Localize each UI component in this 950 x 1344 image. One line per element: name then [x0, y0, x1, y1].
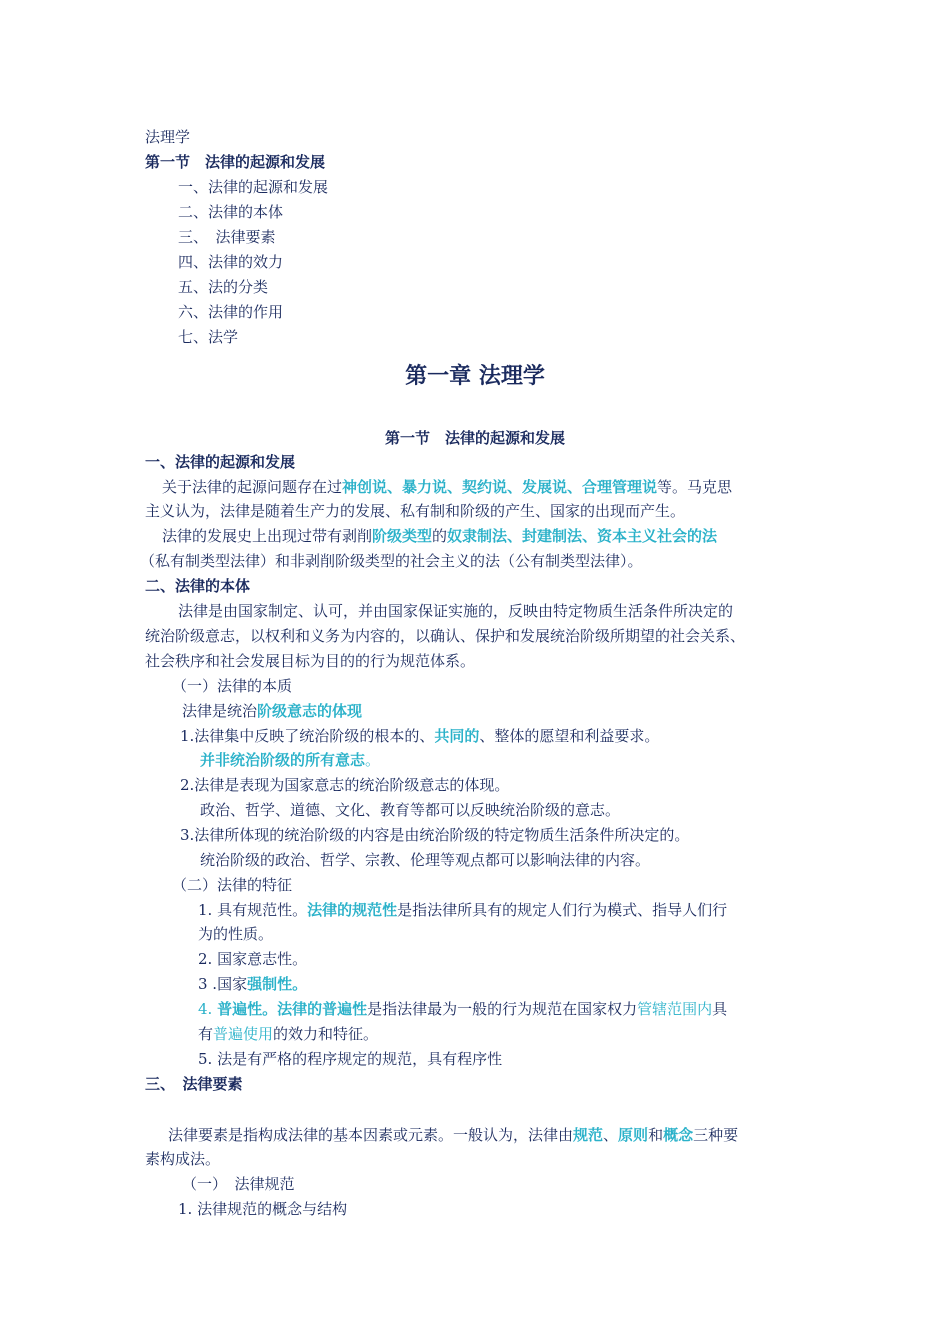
definition-line1: 法律是由国家制定、认可，并由国家保证实施的，反映由特定物质生活条件所决定的	[178, 602, 734, 620]
highlight-law-types: 奴隶制法、封建制法、资本主义社会的法	[447, 527, 718, 545]
highlight-universality-of-law: 法律的普遍性	[277, 1000, 368, 1018]
highlight-coercion: 强制性。	[247, 975, 308, 993]
heading-origin: 一、法律的起源和发展	[145, 453, 296, 471]
toc-item: 四、法律的效力	[178, 253, 284, 271]
text: 法律要素是指构成法律的基本因素或元素。一般认为，法律由	[168, 1126, 574, 1144]
feature-item-5: 5. 法是有严格的程序规定的规范，具有程序性	[198, 1050, 503, 1068]
text: 、	[603, 1126, 619, 1144]
essence-item-3-note: 统治阶级的政治、哲学、宗教、伦理等观点都可以影响法律的内容。	[200, 851, 651, 869]
text: 法律的发展史上出现过带有剥削	[162, 527, 373, 545]
toc-item: 二、法律的本体	[178, 203, 284, 221]
highlight-universal-use: 普遍使用	[213, 1025, 274, 1043]
highlight-not-all-will: 并非统治阶级的所有意志	[200, 751, 366, 769]
subheading-essence: （一）法律的本质	[172, 677, 293, 695]
paragraph-development-line2: （私有制类型法律）和非剥削阶级类型的社会主义的法（公有制类型法律）。	[140, 552, 643, 570]
feature-item-1-cont: 为的性质。	[198, 925, 274, 943]
text: 三种要	[693, 1126, 739, 1144]
text: 、整体的愿望和利益要求。	[479, 727, 660, 745]
text: 是指法律所具有的规定人们行为模式、指导人们行	[397, 901, 728, 919]
essence-item-2-note: 政治、哲学、道德、文化、教育等都可以反映统治阶级的意志。	[200, 801, 621, 819]
heading-elements: 三、 法律要素	[145, 1075, 243, 1093]
toc-item: 五、法的分类	[178, 278, 269, 296]
essence-item-1	[180, 726, 659, 746]
text: 的效力和特征。	[273, 1025, 379, 1043]
text: 有	[198, 1025, 214, 1043]
subheading-features: （二）法律的特征	[172, 876, 293, 894]
text: 具	[712, 1000, 728, 1018]
highlight-class-will: 阶级意志的体现	[257, 702, 363, 720]
highlight-concepts: 概念	[663, 1126, 694, 1144]
text: 和	[648, 1126, 664, 1144]
text: 是指法律最为一般的行为规范在国家权力	[367, 1000, 638, 1018]
paragraph-development-line1	[162, 526, 717, 546]
text: 。	[365, 751, 381, 769]
highlight-common: 共同的	[434, 727, 480, 745]
text: 1.法律集中反映了统治阶级的根本的、	[180, 727, 435, 745]
feature-item-3	[198, 974, 307, 994]
essence-item-2: 2.法律是表现为国家意志的统治阶级意志的体现。	[180, 776, 510, 794]
heading-ontology: 二、法律的本体	[145, 577, 251, 595]
definition-line2: 统治阶级意志，以权利和义务为内容的，以确认、保护和发展统治阶级所期望的社会关系、	[145, 627, 746, 645]
feature-item-1	[198, 900, 727, 920]
highlight-universality: 普遍性。	[217, 1000, 278, 1018]
text: 1. 具有规范性。	[198, 901, 308, 919]
elements-paragraph-line1	[168, 1125, 738, 1145]
doc-title: 法理学	[145, 128, 191, 146]
legal-norms-item-1: 1. 法律规范的概念与结构	[178, 1200, 348, 1218]
essence-item-1-note	[200, 750, 380, 770]
feature-item-4-cont	[198, 1024, 378, 1044]
highlight-norms: 规范	[573, 1126, 604, 1144]
feature-item-4	[198, 999, 727, 1019]
chapter-title: 第一章 法理学	[405, 363, 545, 389]
essence-statement	[182, 701, 362, 721]
text: 的	[432, 527, 448, 545]
highlight-jurisdiction: 管辖范围内	[637, 1000, 713, 1018]
definition-line3: 社会秩序和社会发展目标为目的的行为规范体系。	[145, 652, 476, 670]
text: 法律是统治	[182, 702, 258, 720]
text: 关于法律的起源问题存在过	[162, 478, 343, 496]
toc-item: 一、法律的起源和发展	[178, 178, 329, 196]
text: 等。马克思	[657, 478, 733, 496]
toc-item: 三、 法律要素	[178, 228, 276, 246]
toc-item: 六、法律的作用	[178, 303, 284, 321]
highlight-class-type: 阶级类型	[372, 527, 433, 545]
subheading-legal-norms: （一） 法律规范	[182, 1175, 295, 1193]
section-title: 第一节 法律的起源和发展	[384, 429, 565, 447]
paragraph-origin-line1	[162, 477, 732, 497]
text: 3 .国家	[198, 975, 248, 993]
paragraph-origin-line2: 主义认为，法律是随着生产力的发展、私有制和阶级的产生、国家的出现而产生。	[145, 502, 686, 520]
highlight-normativity: 法律的规范性	[307, 901, 398, 919]
feature-item-2: 2. 国家意志性。	[198, 950, 308, 968]
toc-section-heading: 第一节 法律的起源和发展	[145, 153, 326, 171]
highlight-principles: 原则	[618, 1126, 649, 1144]
toc-item: 七、法学	[178, 328, 239, 346]
text: 4.	[198, 1000, 218, 1018]
highlight-theories: 神创说、暴力说、契约说、发展说、合理管理说	[342, 478, 658, 496]
elements-paragraph-line2: 素构成法。	[145, 1150, 221, 1168]
essence-item-3: 3.法律所体现的统治阶级的内容是由统治阶级的特定物质生活条件所决定的。	[180, 826, 690, 844]
